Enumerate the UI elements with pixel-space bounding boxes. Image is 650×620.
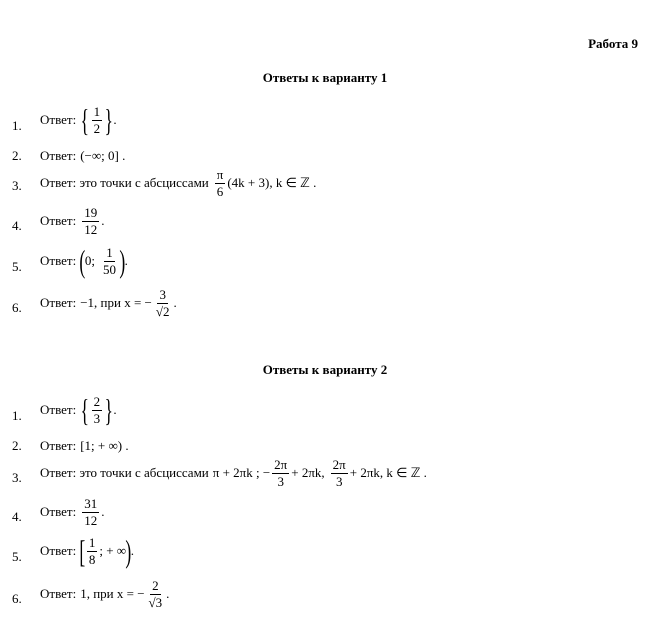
answer-v1-5: Ответ: ( 0; $\frac{1}{50}$ ) . — [40, 243, 128, 279]
fraction: $\frac{2\pi}{3}$ — [274, 457, 288, 489]
fraction: $\frac{\pi}{6}$ — [216, 167, 224, 199]
variant-2-title: Ответы к варианту 2 — [262, 362, 388, 377]
fraction: $\frac{31}{12}$ — [84, 496, 98, 528]
list-item-number: 2. — [12, 438, 22, 453]
answer-v2-2: Ответ: [1; + ∞) . — [40, 438, 129, 453]
fraction: $\frac{2}{√3}$ — [148, 578, 163, 610]
left-paren: ( — [79, 243, 86, 279]
answer-v2-1: Ответ: { $\frac{2}{3}$ } . — [40, 392, 117, 428]
answer-v2-4: Ответ: $\frac{31}{12}$ . — [40, 496, 105, 528]
answer-v1-3: Ответ: это точки с абсциссами $\frac{\pi}{6}$ (4k + 3), k ∈ ℤ . — [40, 167, 317, 199]
fraction: $\frac{1}{8}$ — [88, 534, 96, 567]
list-item-number: 5. — [12, 259, 22, 274]
left-bracket: [ — [79, 533, 86, 569]
answer-v2-5: Ответ: [ $\frac{1}{8}$ ; + ∞ ) . — [40, 533, 134, 569]
list-item-number: 4. — [12, 218, 22, 233]
answer-v2-3: Ответ: это точки с абсциссами π + 2πk ; − $\frac{2\pi}{3}$ + 2πk, $\frac{2\pi}{3}$ + 2πk, k ∈ ℤ . — [40, 457, 427, 489]
list-item-number: 6. — [12, 591, 22, 606]
left-brace: { — [80, 102, 90, 138]
answer-v1-4: Ответ: $\frac{19}{12}$ . — [40, 205, 105, 237]
list-item-number: 5. — [12, 549, 22, 564]
fraction: $\frac{3}{√2}$ — [155, 287, 170, 319]
work-number: Работа 9 — [588, 36, 638, 51]
list-item-number: 3. — [12, 470, 22, 485]
fraction: $\frac{1}{2}$ — [93, 103, 101, 136]
answer-v1-2: Ответ: (−∞; 0] . — [40, 148, 126, 163]
answer-label: Ответ: — [40, 112, 77, 127]
right-brace: } — [104, 392, 113, 428]
answer-v2-6: Ответ: 1, при x = − $\frac{2}{√3}$ . — [40, 578, 170, 610]
variant-1-title: Ответы к варианту 1 — [262, 70, 388, 85]
list-item-number: 1. — [12, 408, 22, 423]
list-item-number: 3. — [12, 178, 22, 193]
answer-v1-6: Ответ: −1, при x = − $\frac{3}{√2}$ . — [40, 287, 177, 319]
list-item-number: 1. — [12, 118, 22, 133]
right-paren: ) — [119, 243, 126, 279]
fraction: $\frac{19}{12}$ — [84, 205, 98, 237]
fraction: $\frac{2\pi}{3}$ — [332, 457, 346, 489]
left-brace: { — [80, 392, 90, 428]
answer-v1-1: Ответ: { $\frac{1}{2}$ } . — [40, 102, 117, 138]
list-item-number: 4. — [12, 509, 22, 524]
right-brace: } — [104, 102, 113, 138]
fraction: $\frac{1}{50}$ — [102, 244, 116, 277]
right-paren: ) — [125, 533, 132, 569]
list-item-number: 2. — [12, 148, 22, 163]
list-item-number: 6. — [12, 300, 22, 315]
fraction: $\frac{2}{3}$ — [93, 393, 101, 426]
